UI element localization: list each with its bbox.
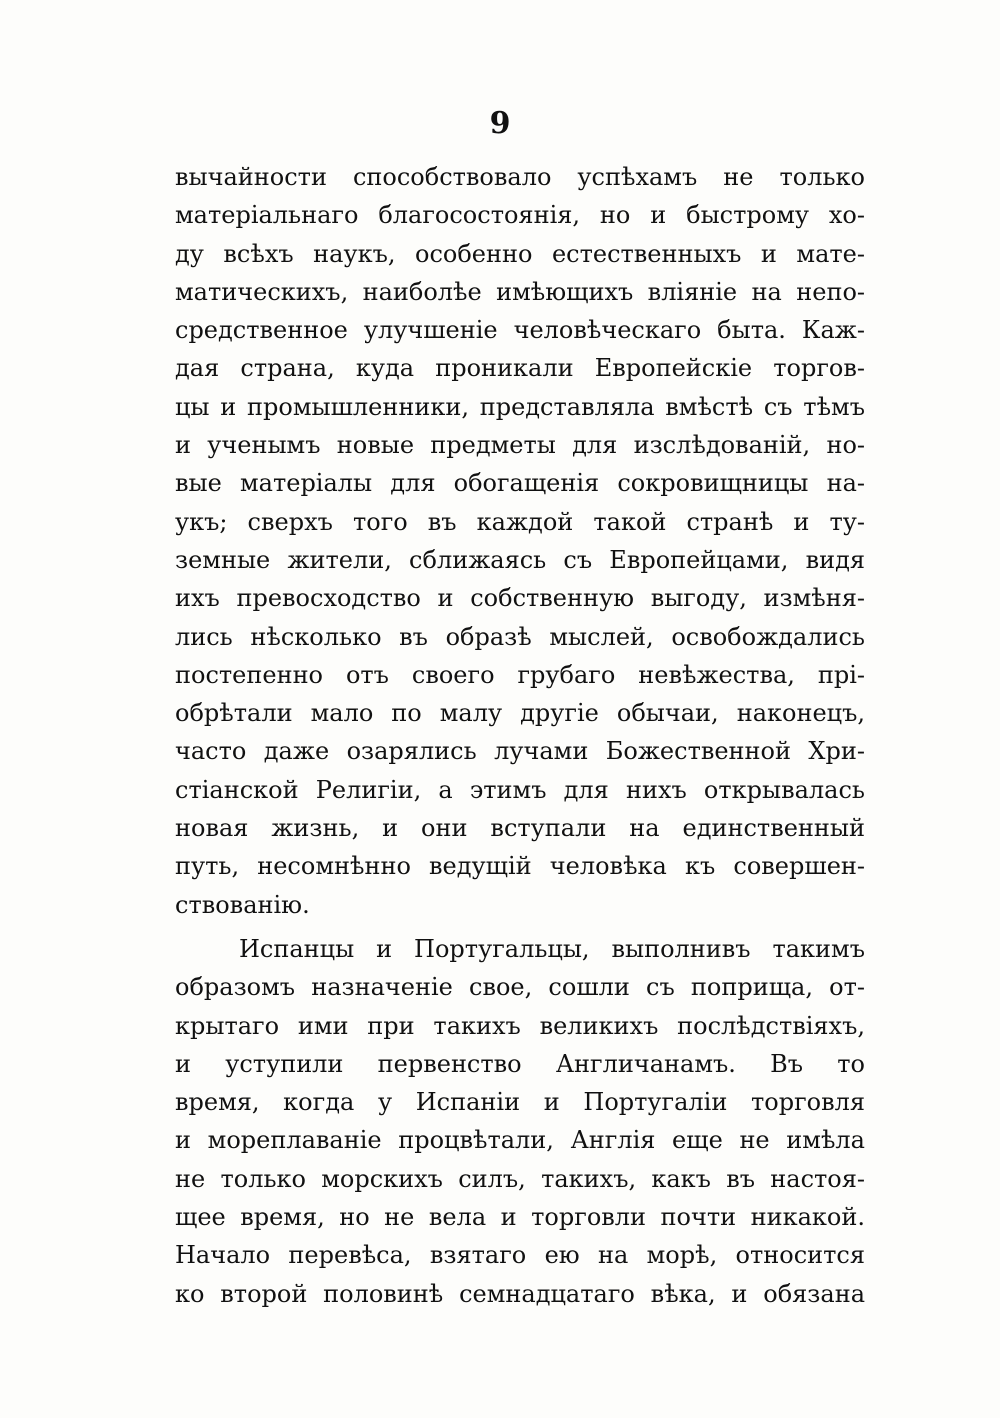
text-line: ко второй половинѣ семнадцатаго вѣка, и обязана [175, 1279, 865, 1308]
text-line: матическихъ, наиболѣе имѣющихъ вліяніе на непо- [175, 277, 865, 306]
text-line: ихъ превосходство и собственную выгоду, измѣня- [175, 584, 865, 613]
text-line: часто даже озарялись лучами Божественной Хри- [175, 737, 865, 766]
text-line: Начало перевѣса, взятаго ею на морѣ, относится [175, 1241, 865, 1270]
page-number: 9 [489, 106, 511, 141]
text-line: и уступили первенство Англичанамъ. Въ то [175, 1049, 865, 1078]
text-line: и ученымъ новые предметы для изслѣдованій, но- [175, 431, 865, 460]
text-line: постепенно отъ своего грубаго невѣжества, прі- [175, 660, 865, 689]
text-line: и мореплаваніе процвѣтали, Англія еще не имѣла [175, 1126, 865, 1155]
text-line: лись нѣсколько въ образѣ мыслей, освобождались [175, 622, 865, 651]
text-line: цы и промышленники, представляла вмѣстѣ съ тѣмъ [175, 392, 865, 421]
text-line: ду всѣхъ наукъ, особенно естественныхъ и мате- [175, 239, 865, 268]
text-line: ствованію. [175, 890, 310, 919]
text-line: стіанской Религіи, а этимъ для нихъ открывалась [175, 775, 865, 804]
text-line: земные жители, сближаясь съ Европейцами, видя [175, 545, 865, 574]
text-line: новая жизнь, и они вступали на единственный [175, 814, 865, 843]
text-line: не только морскихъ силъ, такихъ, какъ въ настоя- [175, 1164, 865, 1193]
paragraph-1 [175, 158, 865, 924]
text-line: время, когда у Испаніи и Португаліи торговля [175, 1088, 865, 1117]
text-line: дая страна, куда проникали Европейскіе торгов- [175, 354, 865, 383]
text-line: щее время, но не вела и торговли почти никакой. [175, 1203, 865, 1232]
text-line: образомъ назначеніе свое, сошли съ поприща, от- [175, 973, 865, 1002]
text-line: матеріальнаго благосостоянія, но и быстрому хо- [175, 201, 865, 230]
text-line: средственное улучшеніе человѣческаго быта. Каж- [175, 316, 865, 345]
paragraph-2 [175, 930, 865, 1313]
text-line: вые матеріалы для обогащенія сокровищницы на- [175, 469, 865, 498]
text-line: вычайности способствовало успѣхамъ не только [175, 163, 865, 191]
text-line: укъ; сверхъ того въ каждой такой странѣ и ту- [175, 507, 865, 536]
text-line: крытаго ими при такихъ великихъ послѣдствіяхъ, [175, 1011, 865, 1040]
text-line: Испанцы и Португальцы, выполнивъ такимъ [239, 935, 865, 963]
text-line: обрѣтали мало по малу другіе обычаи, наконецъ, [175, 699, 865, 728]
text-line: путь, несомнѣнно ведущій человѣка къ совершен- [175, 852, 865, 881]
